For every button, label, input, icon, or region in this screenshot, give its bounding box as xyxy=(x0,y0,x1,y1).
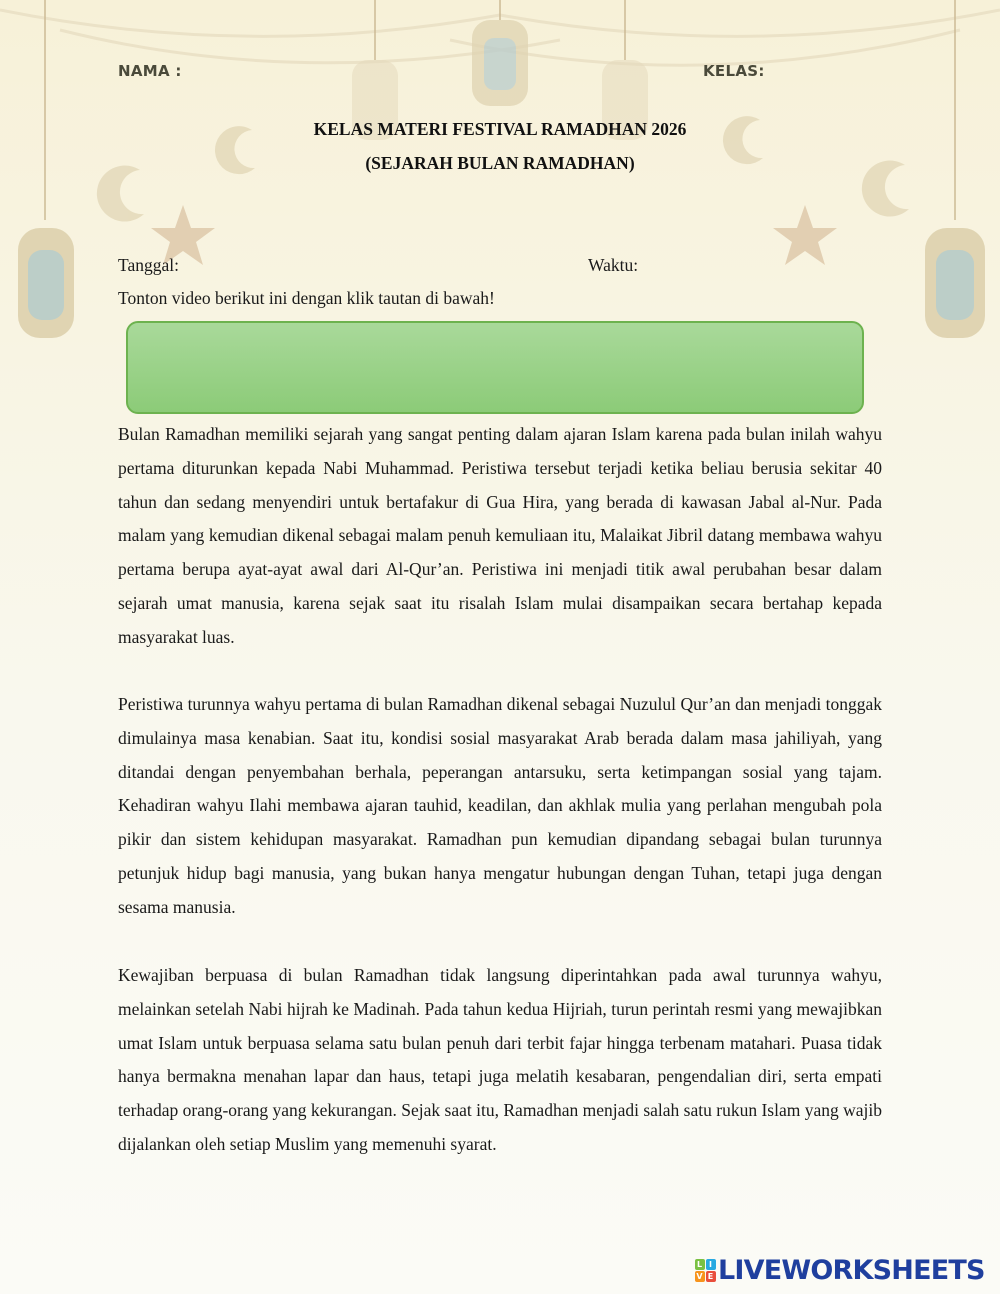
kelas-label: KELAS: xyxy=(703,62,765,80)
paragraph-2: Peristiwa turunnya wahyu pertama di bulan Ramadhan dikenal sebagai Nuzulul Qur’an dan menjadi tonggak dimulainya masa kenabian. Saat itu, kondisi sosial masyarakat Arab berada dalam masa jahiliyah, yang ditandai dengan penyembahan berhala, peperangan antarsuku, serta ketimpangan sosial yang tajam. Kehadiran wahyu Ilahi membawa ajaran tauhid, keadilan, dan akhlak mulia yang perlahan mengubah pola pikir dan sistem kehidupan masyarakat. Ramadhan pun kemudian dipandang sebagai bulan turunnya petunjuk hidup bagi manusia, yang bukan hanya mengatur hubungan dengan Tuhan, tetapi juga dengan sesama manusia. xyxy=(118,694,882,917)
video-link-button[interactable] xyxy=(126,321,864,414)
logo-letter: E xyxy=(706,1271,716,1282)
page-subtitle: (SEJARAH BULAN RAMADHAN) xyxy=(365,153,635,173)
paragraph-3: Kewajiban berpuasa di bulan Ramadhan tidak langsung diperintahkan pada awal turunnya wahyu, melainkan setelah Nabi hijrah ke Madinah. Pada tahun kedua Hijriah, turun perintah resmi yang mewajibkan umat Islam untuk berpuasa selama satu bulan penuh dari terbit fajar hingga terbenam matahari. Puasa tidak hanya bermakna menahan lapar dan haus, tetapi juga melatih kesabaran, pengendalian diri, serta empati terhadap orang-orang yang kekurangan. Sejak saat itu, Ramadhan menjadi salah satu rukun Islam yang wajib dijalankan oleh setiap Muslim yang memenuhi syarat. xyxy=(118,965,882,1154)
tanggal-label: Tanggal: xyxy=(118,255,179,275)
waktu-label: Waktu: xyxy=(588,255,639,275)
nama-label: NAMA : xyxy=(118,62,182,80)
liveworksheets-logo xyxy=(694,1254,985,1286)
logo-letter: I xyxy=(706,1259,716,1270)
page-title: KELAS MATERI FESTIVAL RAMADHAN 2026 xyxy=(313,119,687,139)
logo-text: LIVEWORKSHEETS xyxy=(718,1254,985,1286)
logo-letter: L xyxy=(695,1259,705,1270)
instruction-text: Tonton video berikut ini dengan klik tautan di bawah! xyxy=(118,288,495,308)
star-icon xyxy=(151,205,837,265)
logo-mark-icon xyxy=(694,1258,716,1282)
logo-letter: V xyxy=(696,1271,703,1281)
paragraph-1: Bulan Ramadhan memiliki sejarah yang sangat penting dalam ajaran Islam karena pada bulan inilah wahyu pertama diturunkan kepada Nabi Muhammad. Peristiwa tersebut terjadi ketika beliau berusia sekitar 40 tahun dan sedang menyendiri untuk bertafakur di Gua Hira, yang berada di kawasan Jabal al-Nur. Pada malam yang kemudian dikenal sebagai malam penuh kemuliaan itu, Malaikat Jibril datang membawa wahyu pertama berupa ayat-ayat awal dari Al-Qur’an. Peristiwa ini menjadi titik awal perubahan besar dalam sejarah umat manusia, karena sejak saat itu risalah Islam mulai disampaikan secara bertahap kepada masyarakat luas. xyxy=(118,424,882,647)
